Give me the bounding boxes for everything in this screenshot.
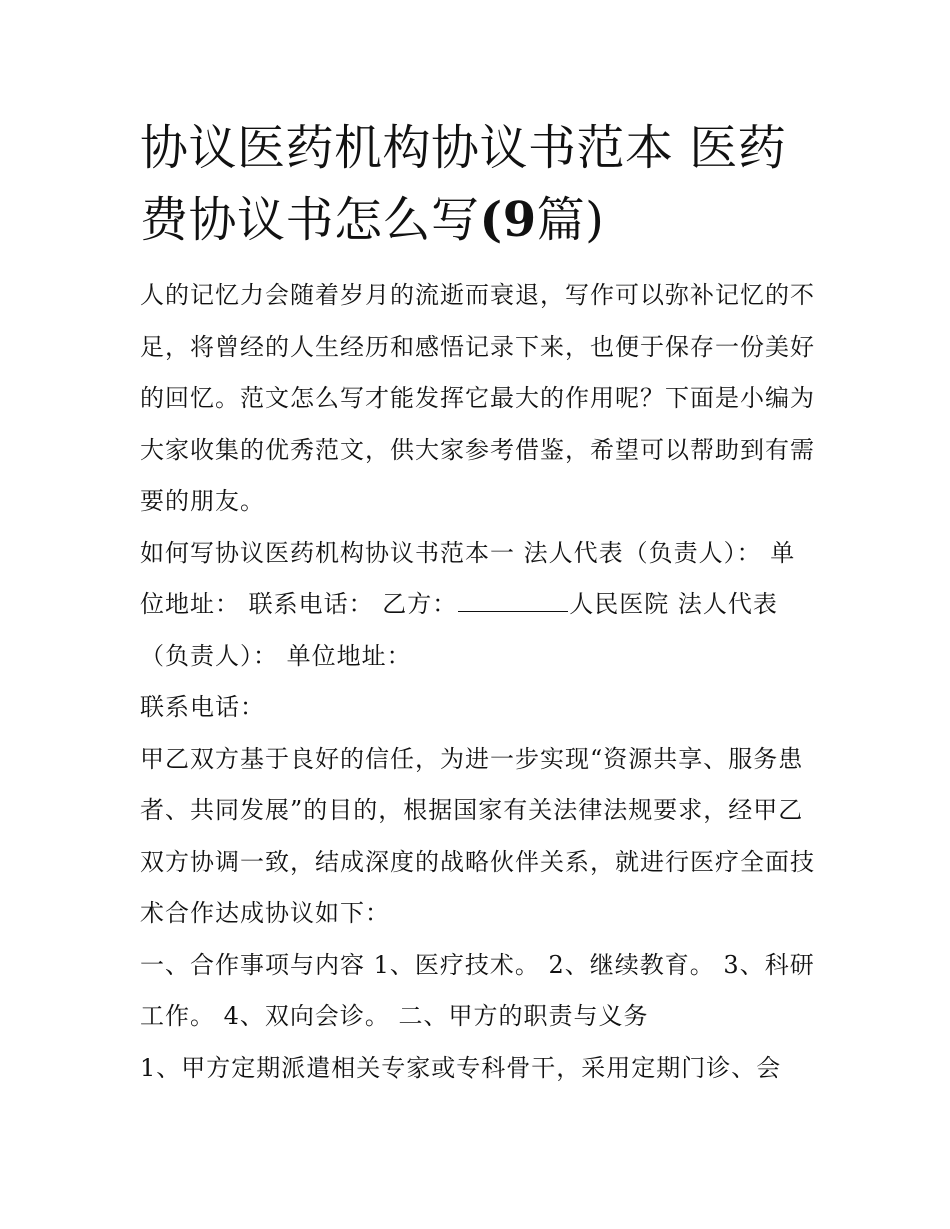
party-info-paragraph <box>140 528 820 683</box>
blank-line <box>458 591 568 612</box>
cooperation-items: 一、合作事项与内容 1、医疗技术。 2、继续教育。 3、科研工作。 4、双向会诊。 二、甲方的职责与义务 <box>140 950 815 1030</box>
document-page <box>140 112 820 1094</box>
party-a-duty-item: 1、甲方定期派遣相关专家或专科骨干，采用定期门诊、会 <box>140 1053 782 1082</box>
contact-phone-line: 联系电话： <box>140 693 265 721</box>
party-a-info: 如何写协议医药机构协议书范本一 法人代表（负责人）： 单位地址： 联系电话： 乙方： <box>140 538 796 618</box>
title-count: (9 <box>479 192 537 248</box>
intro-paragraph: 人的记忆力会随着岁月的流逝而衰退，写作可以弥补记忆的不足，将曾经的人生经历和感悟记录下来，也便于保存一份美好的回忆。范文怎么写才能发挥它最大的作用呢？下面是小编为大家收集的优秀范文，供大家参考借鉴，希望可以帮助到有需要的朋友。 <box>140 281 815 515</box>
document-title: 协议医药机构协议书范本 医药费协议书怎么写(9篇) <box>140 120 787 248</box>
party-b-info: 人民医院 法人代表（负责人）： 单位地址： <box>140 590 778 670</box>
agreement-preamble: 甲乙双方基于良好的信任，为进一步实现“资源共享、服务患者、共同发展”的目的，根据国家有关法律法规要求，经甲乙双方协调一致，结成深度的战略伙伴关系，就进行医疗全面技术合作达成协议如下： <box>140 744 815 927</box>
